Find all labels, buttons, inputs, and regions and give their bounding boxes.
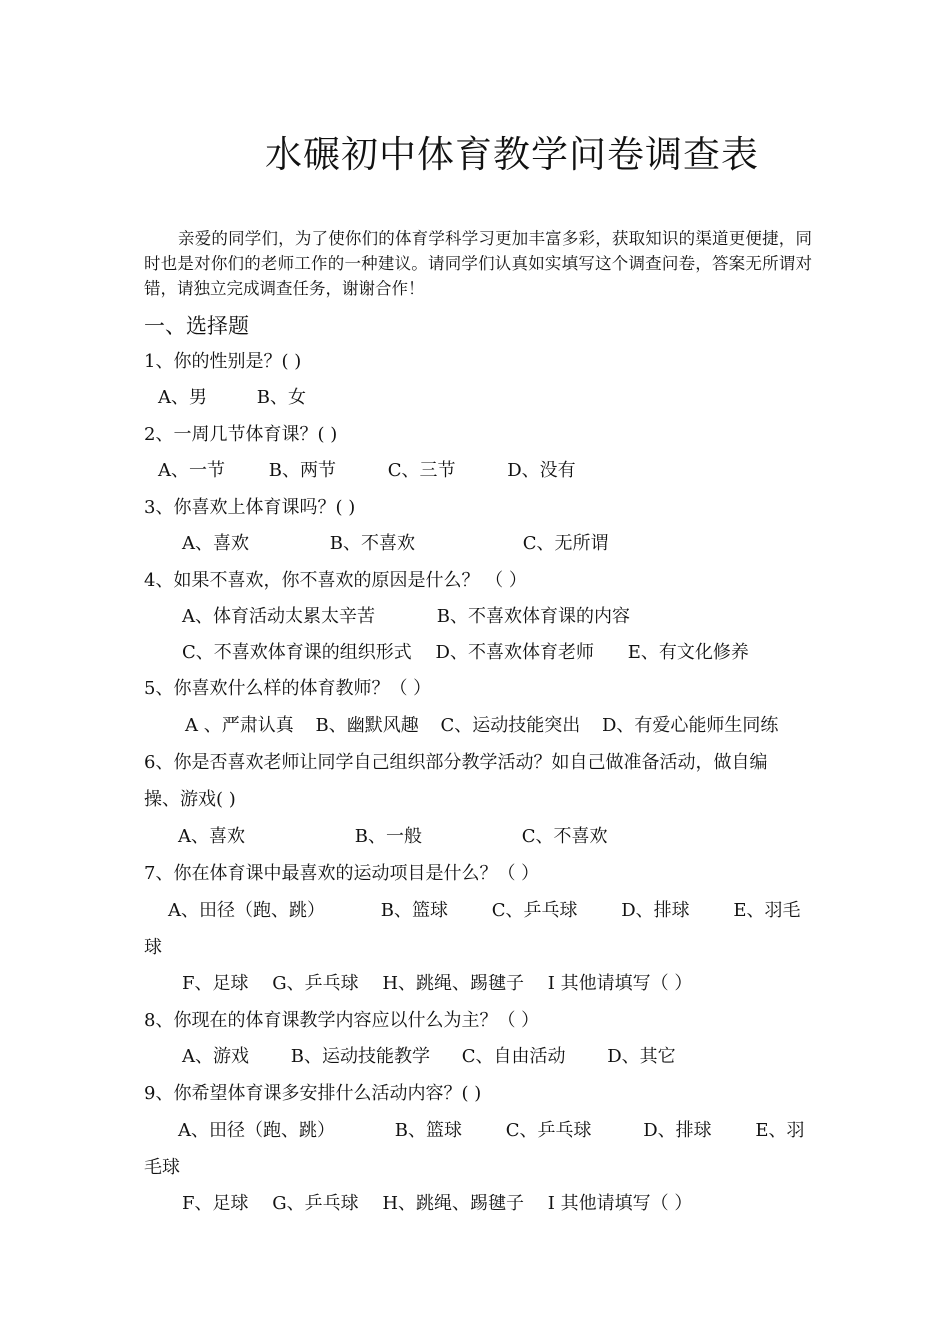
option: I 其他请填写（ ） (547, 1193, 693, 1214)
option: A、喜欢 (182, 533, 249, 554)
option-list (158, 386, 306, 410)
intro-paragraph: 亲爱的同学们，为了使你们的体育学科学习更加丰富多彩，获取知识的渠道更便捷，同时也是对你们的老师工作的一种建议。请同学们认真如实填写这个调查问卷，答案无所谓对错，请独立完成调查任务，谢谢合作！ (144, 229, 812, 298)
option-list (182, 972, 692, 996)
option: B、不喜欢体育课的内容 (436, 606, 630, 627)
option: B、不喜欢 (329, 533, 415, 554)
option: F、足球 (182, 1193, 249, 1214)
option: C、不喜欢 (521, 826, 608, 847)
option: G、乒乓球 (272, 1193, 359, 1214)
option: B、篮球 (380, 900, 448, 921)
option-list (182, 1045, 676, 1069)
question-2: 2、一周几节体育课？( ) (144, 424, 338, 445)
option: A、男 (158, 387, 207, 408)
option: D、其它 (607, 1046, 676, 1067)
question-3: 3、你喜欢上体育课吗？( ) (144, 497, 356, 518)
question-8: 8、你现在的体育课教学内容应以什么为主？（ ） (144, 1010, 540, 1031)
option-wrap: 球 (144, 937, 162, 958)
option-list (178, 1119, 805, 1143)
option: A、体育活动太累太辛苦 (182, 606, 375, 627)
option: C、乒乓球 (491, 900, 578, 921)
option-list (178, 825, 607, 849)
option: B、幽默风趣 (315, 715, 419, 736)
option: G、乒乓球 (272, 973, 359, 994)
option: H、跳绳、踢毽子 (382, 1193, 525, 1214)
option: E、羽 (755, 1120, 805, 1141)
option: C、无所谓 (522, 533, 609, 554)
option: A、田径（跑、跳） (168, 900, 325, 921)
question-1: 1、你的性别是？( ) (144, 351, 302, 372)
question-5: 5、你喜欢什么样的体育教师？（ ） (144, 678, 432, 699)
option: B、运动技能教学 (290, 1046, 430, 1067)
option: D、不喜欢体育老师 (435, 642, 594, 663)
option: A、喜欢 (178, 826, 245, 847)
option: D、有爱心能师生同练 (601, 715, 779, 736)
option: C、不喜欢体育课的组织形式 (182, 642, 412, 663)
option: D、排球 (643, 1120, 712, 1141)
question-9: 9、你希望体育课多安排什么活动内容？( ) (144, 1083, 482, 1104)
option: B、女 (256, 387, 306, 408)
question-6: 6、你是否喜欢老师让同学自己组织部分教学活动？如自己做准备活动，做自编 (144, 752, 768, 773)
option-list (182, 532, 608, 556)
question-7: 7、你在体育课中最喜欢的运动项目是什么？（ ） (144, 863, 540, 884)
document-title: 水碾初中体育教学问卷调查表 (265, 133, 759, 176)
option: B、两节 (268, 460, 336, 481)
option: I 其他请填写（ ） (547, 973, 693, 994)
option: D、没有 (507, 460, 576, 481)
option: B、篮球 (394, 1120, 462, 1141)
option: C、运动技能突出 (440, 715, 581, 736)
option-list (185, 714, 778, 738)
option-list (182, 641, 749, 665)
option: E、有文化修养 (627, 642, 749, 663)
option: E、羽毛 (733, 900, 801, 921)
option: A、一节 (158, 460, 225, 481)
option: C、自由活动 (461, 1046, 566, 1067)
question-6-continued: 操、游戏( ) (144, 789, 236, 810)
option-list (168, 899, 801, 923)
option-wrap: 毛球 (144, 1157, 180, 1178)
option: A、游戏 (182, 1046, 249, 1067)
question-4: 4、如果不喜欢，你不喜欢的原因是什么？ （ ） (144, 570, 527, 591)
option: C、乒乓球 (505, 1120, 592, 1141)
option: C、三节 (387, 460, 456, 481)
option: D、排球 (621, 900, 690, 921)
option: H、跳绳、踢毽子 (382, 973, 525, 994)
option-list (182, 1192, 692, 1216)
option-list (182, 605, 630, 629)
option: F、足球 (182, 973, 249, 994)
option: A 、严肃认真 (185, 715, 294, 736)
section-heading: 一、选择题 (144, 314, 249, 338)
option-list (158, 459, 576, 483)
option: B、一般 (354, 826, 422, 847)
option: A、田径（跑、跳） (178, 1120, 335, 1141)
